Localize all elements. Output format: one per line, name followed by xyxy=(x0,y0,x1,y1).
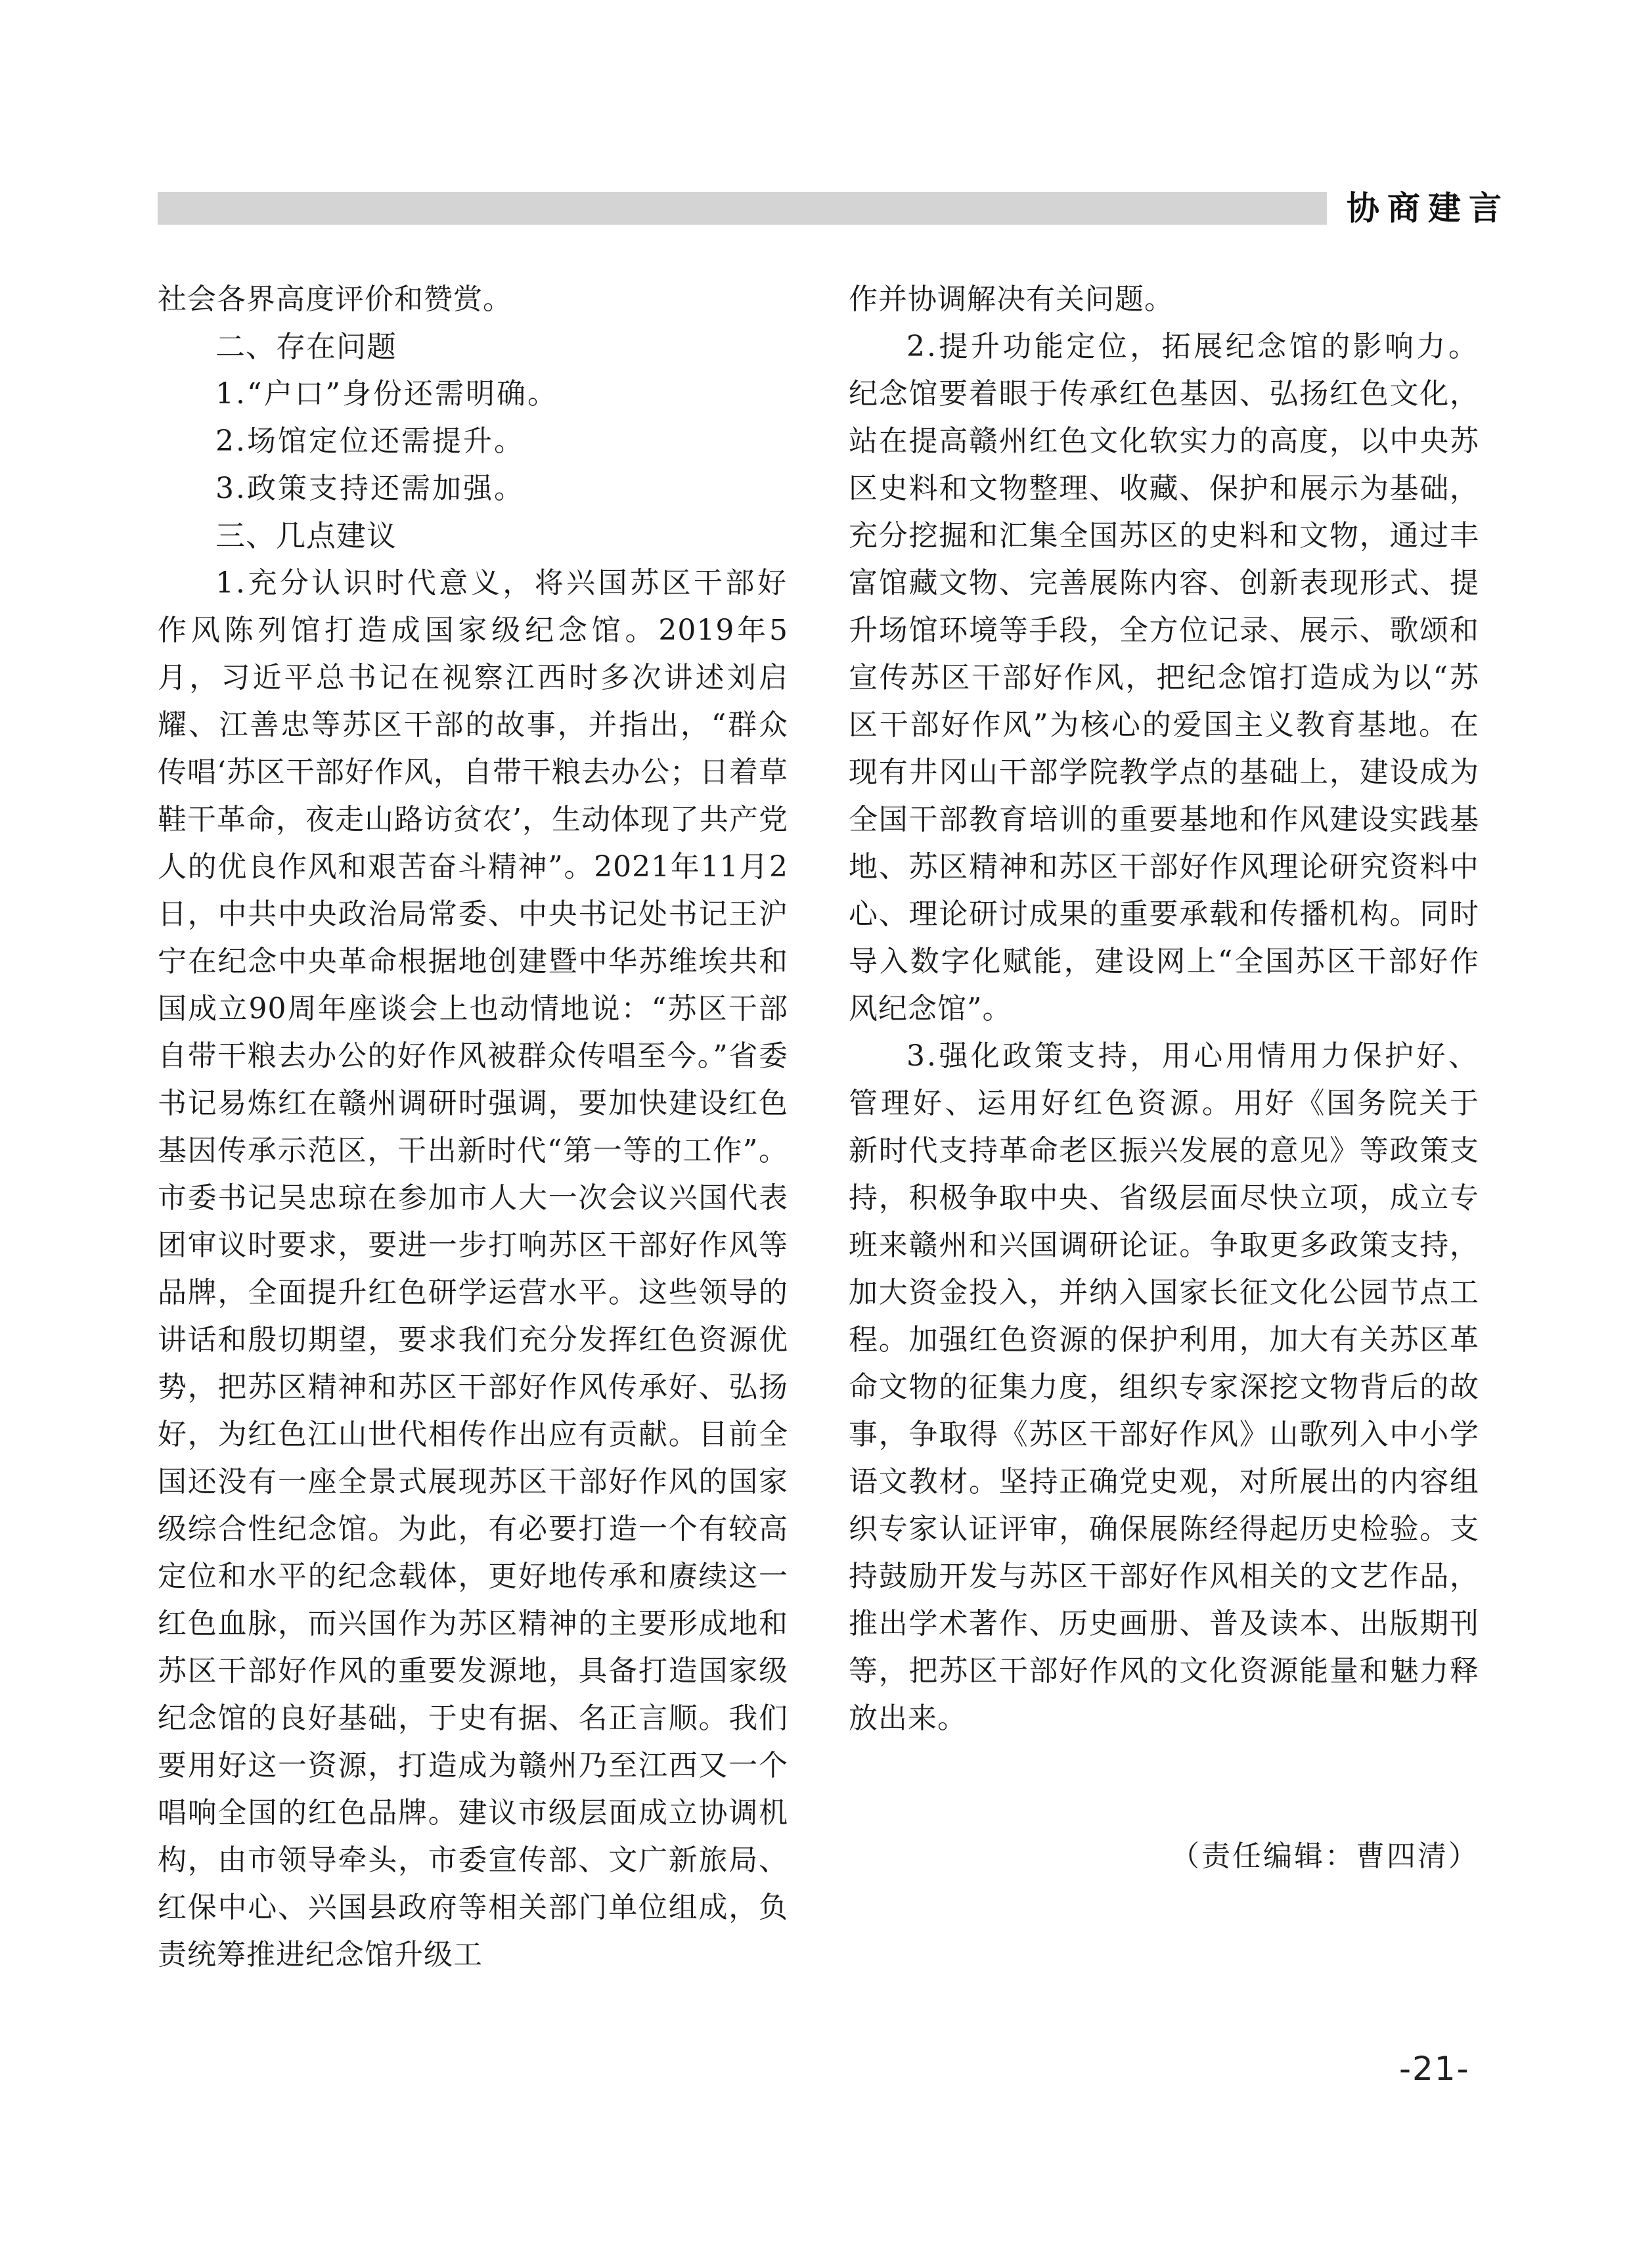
page-number: -21- xyxy=(1399,2050,1470,2088)
suggestion-2-body: 纪念馆要着眼于传承红色基因、弘扬红色文化，站在提高赣州红色文化软实力的高度，以中央苏区史料和文物整理、收藏、保护和展示为基础，充分挖掘和汇集全国苏区的史料和文物，通过丰富馆藏文物、完善展陈内容、创新表现形式、提升场馆环境等手段，全方位记录、展示、歌颂和宣传苏区干部好作风，把纪念馆打造成为以“苏区干部好作风”为核心的爱国主义教育基地。在现有井冈山干部学院教学点的基础上，建设成为全国干部教育培训的重要基地和作风建设实践基地、苏区精神和苏区干部好作风理论研究资料中心、理论研讨成果的重要承载和传播机构。同时导入数字化赋能，建设网上“全国苏区干部好作风纪念馆”。 xyxy=(849,377,1479,1026)
section-heading-suggestions: 三、几点建议 xyxy=(215,518,397,553)
suggestion-3-body: 用好《国务院关于新时代支持革命老区振兴发展的意见》等政策支持，积极争取中央、省级层面尽快立项，成立专班来赣州和兴国调研论证。争取更多政策支持，加大资金投入，并纳入国家长征文化公园节点工程。加强红色资源的保护利用，加大有关苏区革命文物的征集力度，组织专家深挖文物背后的故事，争取得《苏区干部好作风》山歌列入中小学语文教材。坚持正确党史观，对所展出的内容组织专家认证评审，确保展陈经得起历史检验。支持鼓励开发与苏区干部好作风相关的文艺作品，推出学术著作、历史画册、普及读本、出版期刊等，把苏区干部好作风的文化资源能量和魅力释放出来。 xyxy=(849,1087,1480,1735)
section-title: 协商建言 xyxy=(1347,189,1509,227)
problem-item-3: 3.政策支持还需加强。 xyxy=(215,472,525,505)
editor-credit: （责任编辑：曹四清） xyxy=(1171,1839,1479,1873)
suggestion-2-paragraph xyxy=(849,323,1479,1033)
problem-item-1: 1.“户口”身份还需明确。 xyxy=(215,377,558,411)
suggestion-1-paragraph xyxy=(158,560,788,1979)
paragraph-continuation: 社会各界高度评价和赞赏。 xyxy=(158,282,512,316)
paragraph-continuation-right: 作并协调解决有关问题。 xyxy=(849,282,1174,316)
section-heading-problems: 二、存在问题 xyxy=(215,329,397,364)
suggestion-1-lead: 1.充分认识时代意义，将兴国苏区干部好作风陈列馆打造成国家级纪念馆。 xyxy=(158,566,788,647)
suggestion-1-body: 2019年5月，习近平总书记在视察江西时多次讲述刘启耀、江善忠等苏区干部的故事，并指出，“群众传唱‘苏区干部好作风，自带干粮去办公；日着草鞋干革命，夜走山路访贫农’，生动体现了共产党人的优良作风和艰苦奋斗精神”。2021年11月2日，中共中央政治局常委、中央书记处书记王沪宁在纪念中央革命根据地创建暨中华苏维埃共和国成立90周年座谈会上也动情地说：“苏区干部自带干粮去办公的好作风被群众传唱至今。”省委书记易炼红在赣州调研时强调，要加快建设红色基因传承示范区，干出新时代“第一等的工作”。市委书记吴忠琼在参加市人大一次会议兴国代表团审议时要求，要进一步打响苏区干部好作风等品牌，全面提升红色研学运营水平。这些领导的讲话和殷切期望，要求我们充分发挥红色资源优势，把苏区精神和苏区干部好作风传承好、弘扬好，为红色江山世代相传作出应有贡献。目前全国还没有一座全景式展现苏区干部好作风的国家级综合性纪念馆。为此，有必要打造一个有较高定位和水平的纪念载体，更好地传承和赓续这一红色血脉，而兴国作为苏区精神的主要形成地和苏区干部好作风的重要发源地，具备打造国家级纪念馆的良好基础，于史有据、名正言顺。我们要用好这一资源，打造成为赣州乃至江西又一个唱响全国的红色品牌。建议市级层面成立协调机构，由市领导牵头，市委宣传部、文广新旅局、红保中心、兴国县政府等相关部门单位组成，负责统筹推进纪念馆升级工 xyxy=(158,614,788,1972)
left-column xyxy=(158,276,788,1979)
header-bar xyxy=(158,192,1327,225)
suggestion-3-paragraph xyxy=(849,1033,1479,1742)
right-column xyxy=(849,276,1479,2023)
suggestion-2-lead: 2.提升功能定位，拓展纪念馆的影响力。 xyxy=(906,330,1479,363)
suggestion-3-lead: 3.强化政策支持，用心用情用力保护好、管理好、运用好红色资源。 xyxy=(849,1039,1479,1120)
problem-item-2: 2.场馆定位还需提升。 xyxy=(215,424,525,458)
